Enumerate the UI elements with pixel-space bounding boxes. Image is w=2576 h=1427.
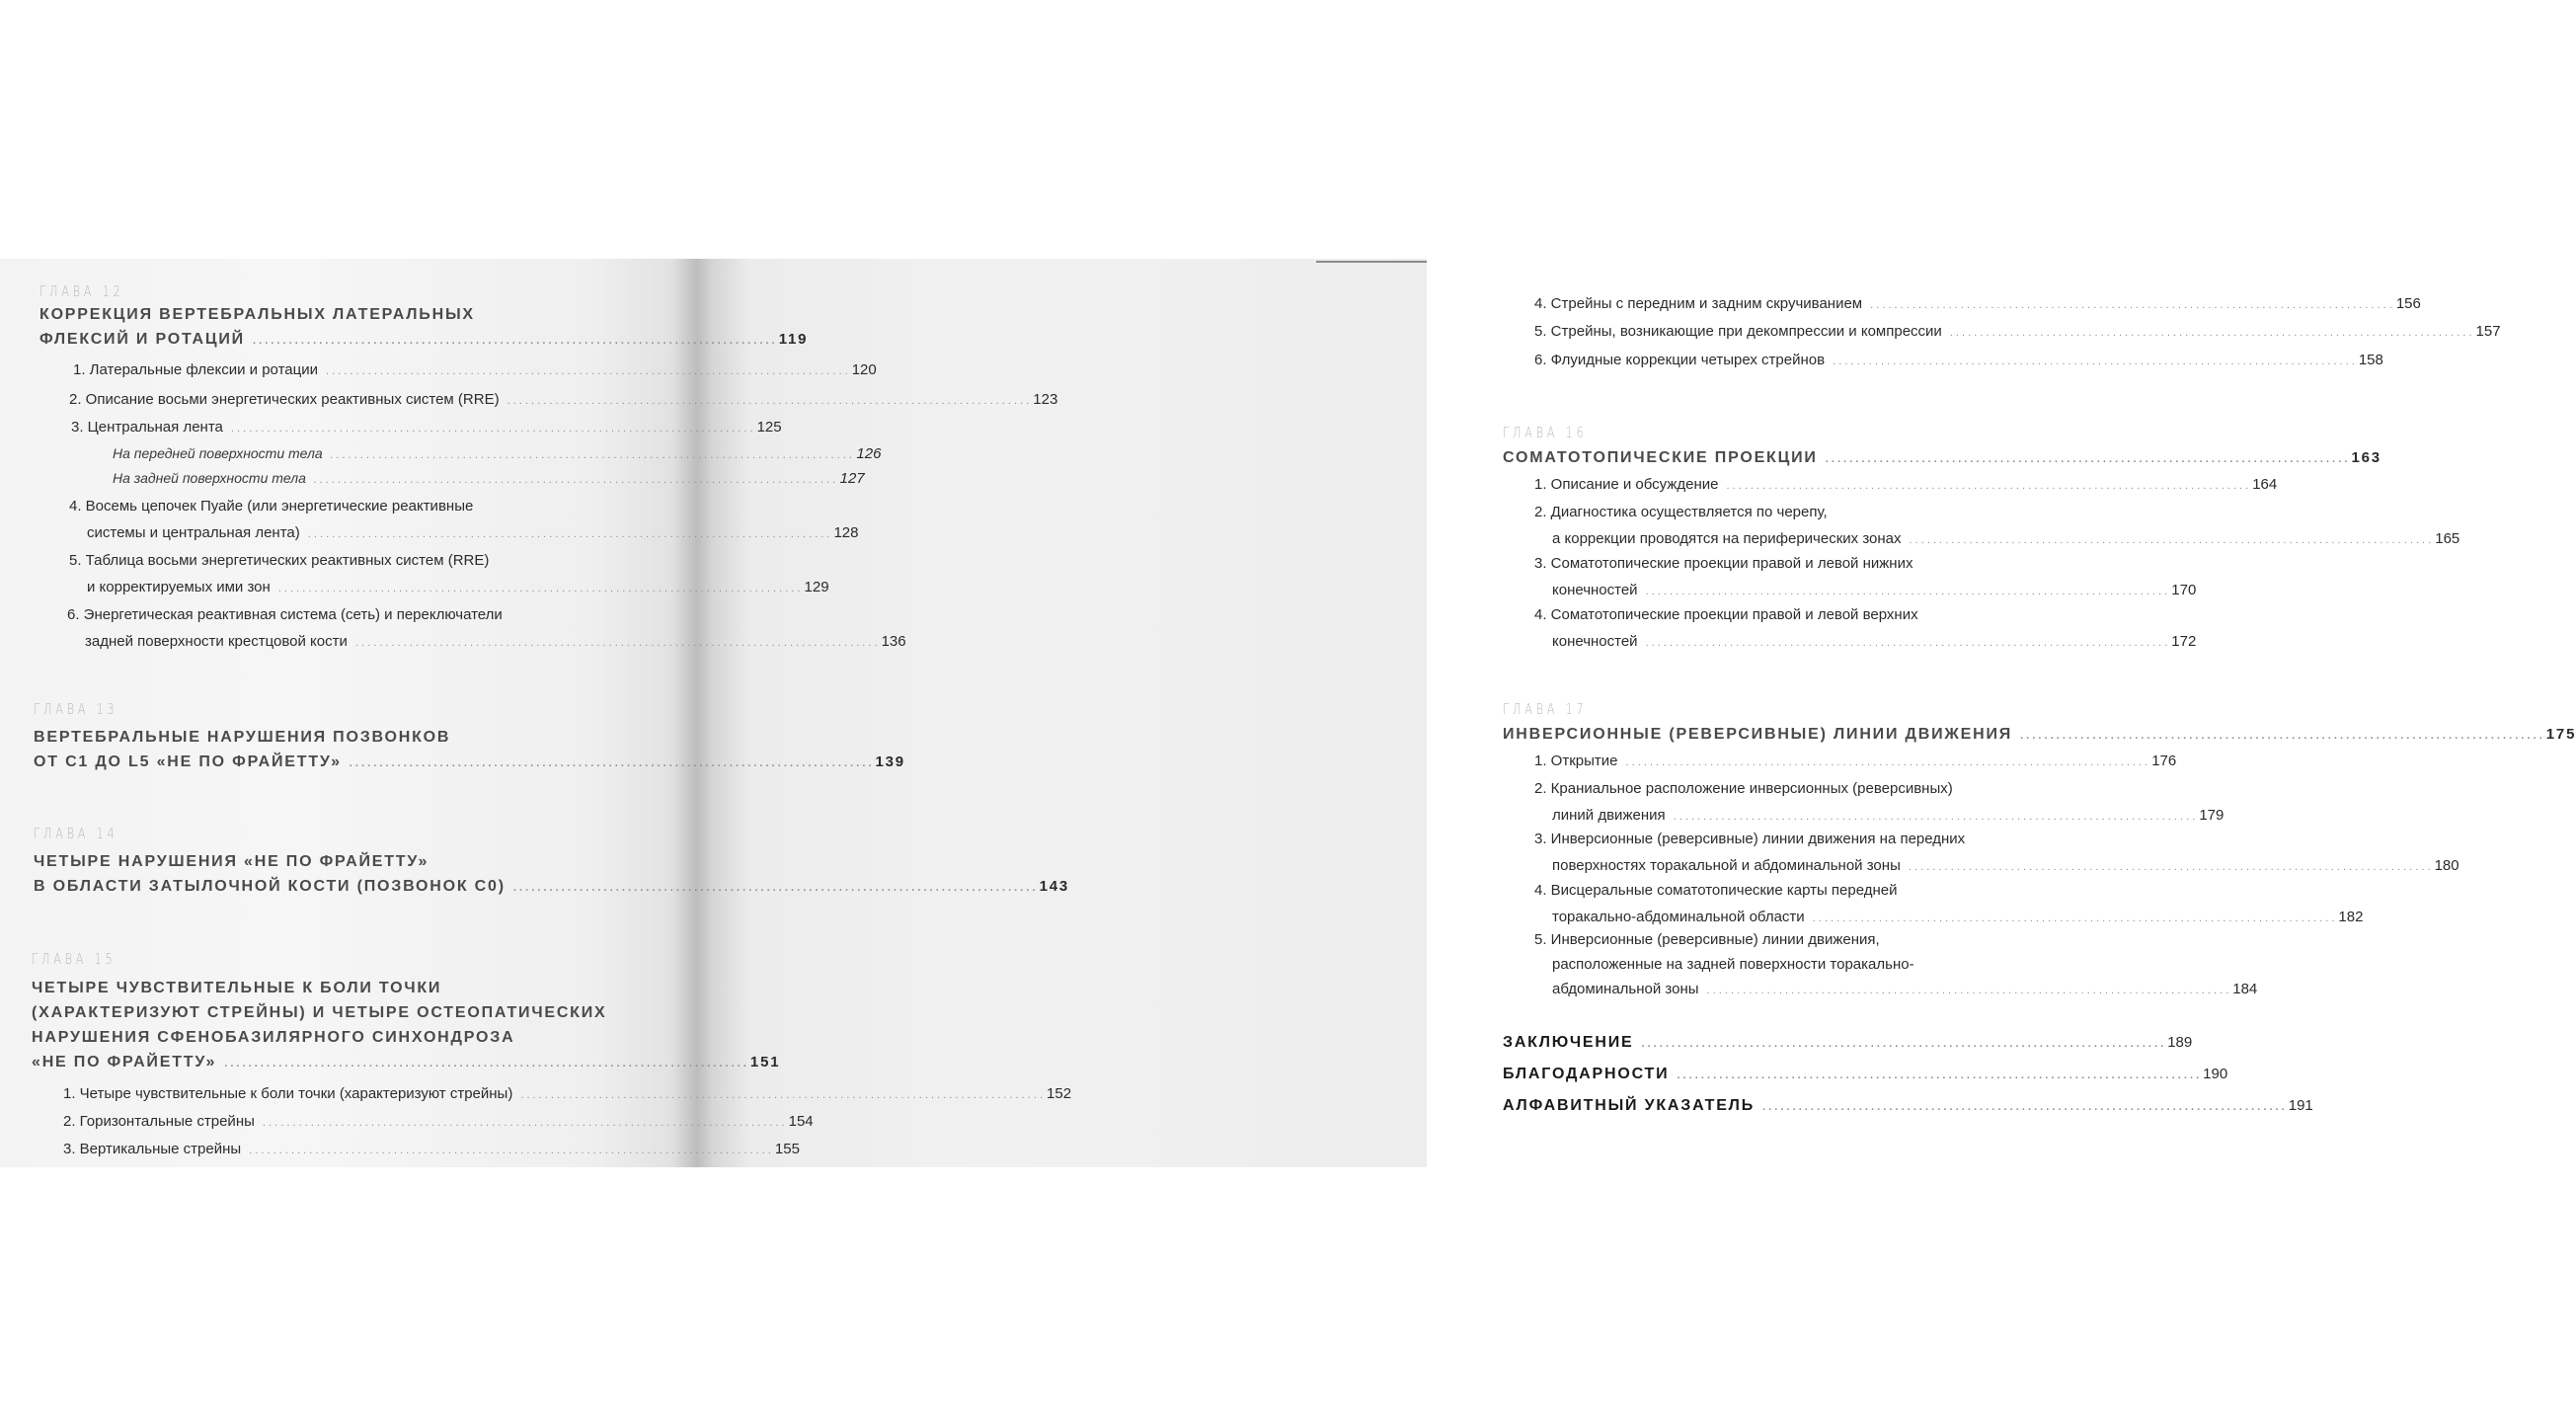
page-number: 164 xyxy=(2252,476,2278,493)
toc-entry[interactable]: 4. Восемь цепочек Пуайе (или энергетические реактивные системы и центральная лента) . . . 128 xyxy=(69,495,636,546)
page-number: 175 xyxy=(2545,726,2576,743)
leader-dots xyxy=(1642,1038,2164,1050)
leader-dots xyxy=(1726,475,2248,498)
page-number: 120 xyxy=(851,361,877,378)
page-number: 151 xyxy=(749,1054,781,1070)
leader-dots xyxy=(253,329,775,354)
leader-dots xyxy=(1677,1070,2199,1081)
toc-entry[interactable]: 4. Висцеральные соматотопические карты передней торакально-абдоминальной области . . . 182 xyxy=(1534,879,2089,930)
leader-dots xyxy=(1813,908,2335,930)
page-number: 191 xyxy=(2288,1097,2313,1114)
chapter-12 xyxy=(39,280,809,354)
leader-dots xyxy=(1646,632,2168,655)
page-number: 127 xyxy=(839,470,865,487)
leader-dots xyxy=(520,1084,1043,1107)
page-number: 123 xyxy=(1033,391,1058,408)
leader-dots xyxy=(1833,351,2355,373)
toc-entry[interactable]: 6. Энергетическая реактивная система (сеть) и переключатели задней поверхности крестцовой кости . . . 136 xyxy=(67,603,636,655)
page-number: 184 xyxy=(2232,981,2258,997)
toc-entry[interactable]: 1. Описание и обсуждение . . . 164 xyxy=(1534,473,2089,498)
toc-entry[interactable]: 6. Флуидные коррекции четырех стрейнов . . . 158 xyxy=(1534,349,2089,373)
leader-dots xyxy=(1910,529,2432,552)
chapter-17 xyxy=(1503,698,2576,749)
toc-back-matter-index[interactable]: АЛФАВИТНЫЙ УКАЗАТЕЛЬ . . . 191 xyxy=(1503,1097,2089,1115)
toc-back-matter-acknowledgements[interactable]: БЛАГОДАРНОСТИ . . . 190 xyxy=(1503,1066,2089,1083)
chapter-label: ГЛАВА 17 xyxy=(1503,700,1588,718)
page-number: 155 xyxy=(774,1141,800,1157)
toc-entry[interactable]: 3. Вертикальные стрейны . . . 155 xyxy=(63,1138,628,1162)
leader-dots xyxy=(331,444,853,467)
toc-row[interactable]: ИНВЕРСИОННЫЕ (РЕВЕРСИВНЫЕ) ЛИНИИ ДВИЖЕНИЯ . . . 175 xyxy=(1503,722,2089,749)
toc-entry[interactable]: 1. Латеральные флексии и ротации . . . 120 xyxy=(73,358,636,383)
page-number: 128 xyxy=(833,524,859,541)
page-number: 190 xyxy=(2203,1066,2228,1082)
leader-dots xyxy=(308,523,830,546)
page-number: 180 xyxy=(2434,857,2459,874)
page-number: 163 xyxy=(2351,449,2381,466)
leader-dots xyxy=(249,1140,771,1162)
chapter-13 xyxy=(34,698,905,776)
chapter-title: ЧЕТЫРЕ ЧУВСТВИТЕЛЬНЫЕ К БОЛИ ТОЧКИ (ХАРАКТЕРИЗУЮТ СТРЕЙНЫ) И ЧЕТЫРЕ ОСТЕОПАТИЧЕСКИХ НАРУШЕНИЯ СФЕНОБАЗИЛЯРНОГО СИНХОНДРОЗА «НЕ ПО ФРАЙЕТТУ» . . . 151 xyxy=(32,976,628,1076)
leader-dots xyxy=(1870,294,2392,317)
chapter-label: ГЛАВА 13 xyxy=(34,700,118,718)
leader-dots xyxy=(231,418,753,440)
chapter-title: ЧЕТЫРЕ НАРУШЕНИЯ «НЕ ПО ФРАЙЕТТУ» В ОБЛАСТИ ЗАТЫЛОЧНОЙ КОСТИ (ПОЗВОНОК C0) . . . 143 xyxy=(34,849,630,901)
leader-dots xyxy=(1626,752,2148,774)
leader-dots xyxy=(350,752,872,776)
leader-dots xyxy=(263,1112,785,1135)
toc-entry[interactable]: 5. Таблица восьми энергетических реактивных систем (RRE) и корректируемых ими зон . . . 129 xyxy=(69,549,636,600)
page-number: 119 xyxy=(778,331,809,348)
chapter-label: ГЛАВА 12 xyxy=(39,282,124,300)
toc-entry[interactable]: 3. Соматотопические проекции правой и левой нижних конечностей . . . 170 xyxy=(1534,552,2089,603)
page-number: 176 xyxy=(2151,753,2177,769)
leader-dots xyxy=(507,390,1030,413)
page-number: 182 xyxy=(2338,909,2364,925)
leader-dots xyxy=(1674,806,2196,829)
page-number: 126 xyxy=(856,445,882,462)
toc-row[interactable]: ФЛЕКСИЙ И РОТАЦИЙ . . . 119 xyxy=(39,327,636,354)
page-number: 189 xyxy=(2167,1034,2193,1051)
toc-entry[interactable]: 2. Описание восьми энергетических реактивных систем (RRE) . . . 123 xyxy=(69,388,636,413)
toc-row[interactable]: В ОБЛАСТИ ЗАТЫЛОЧНОЙ КОСТИ (ПОЗВОНОК C0) . . . 143 xyxy=(34,874,630,901)
page-number: 165 xyxy=(2435,530,2460,547)
toc-entry[interactable]: 2. Горизонтальные стрейны . . . 154 xyxy=(63,1110,628,1135)
page-number: 179 xyxy=(2199,807,2225,824)
leader-dots xyxy=(1826,447,2348,472)
toc-entry[interactable]: 3. Центральная лента . . . 125 xyxy=(71,416,636,440)
toc-entry[interactable]: 1. Четыре чувствительные к боли точки (характеризуют стрейны) . . . 152 xyxy=(63,1082,628,1107)
page-number: 129 xyxy=(804,579,829,595)
chapter-title: ВЕРТЕБРАЛЬНЫЕ НАРУШЕНИЯ ПОЗВОНКОВ ОТ C1 ДО L5 «НЕ ПО ФРАЙЕТТУ» . . . 139 xyxy=(34,725,632,776)
chapter-label: ГЛАВА 14 xyxy=(34,825,118,842)
toc-entry[interactable]: 3. Инверсионные (реверсивные) линии движения на передних поверхностях торакальной и абдоминальной зоны . . . 180 xyxy=(1534,828,2089,879)
leader-dots xyxy=(224,1052,746,1076)
page-number: 154 xyxy=(788,1113,814,1130)
toc-row[interactable]: «НЕ ПО ФРАЙЕТТУ» . . . 151 xyxy=(32,1050,628,1076)
leader-dots xyxy=(314,469,836,492)
page-number: 152 xyxy=(1047,1085,1072,1102)
toc-subentry[interactable]: На передней поверхности тела . . . 126 xyxy=(113,442,636,467)
leader-dots xyxy=(326,360,848,383)
page-number: 143 xyxy=(1039,878,1070,895)
toc-entry[interactable]: 5. Инверсионные (реверсивные) линии движения, расположенные на задней поверхности торакально- абдоминальной зоны . . . 184 xyxy=(1534,928,2089,1002)
toc-subentry[interactable]: На задней поверхности тела . . . 127 xyxy=(113,467,636,492)
leader-dots xyxy=(355,632,878,655)
page-number: 156 xyxy=(2395,295,2421,312)
chapter-label: ГЛАВА 15 xyxy=(32,950,117,968)
page-number: 158 xyxy=(2358,352,2383,368)
page-number: 136 xyxy=(881,633,906,650)
leader-dots xyxy=(1707,980,2229,1002)
page-number: 125 xyxy=(756,419,782,436)
leader-dots xyxy=(1762,1101,2285,1113)
chapter-title xyxy=(1503,722,2576,749)
top-rule-line xyxy=(1316,261,1427,263)
chapter-label: ГЛАВА 16 xyxy=(1503,424,1588,441)
leader-dots xyxy=(1909,856,2431,879)
leader-dots xyxy=(1646,581,2168,603)
chapter-title xyxy=(1503,445,2381,472)
toc-entry[interactable]: 2. Краниальное расположение инверсионных (реверсивных) линий движения . . . 179 xyxy=(1534,777,2089,829)
leader-dots xyxy=(2020,724,2542,749)
toc-entry[interactable]: 5. Стрейны, возникающие при декомпрессии и компрессии . . . 157 xyxy=(1534,320,2089,345)
leader-dots xyxy=(513,876,1036,901)
toc-entry[interactable]: 1. Открытие . . . 176 xyxy=(1534,750,2089,774)
chapter-title: КОРРЕКЦИЯ ВЕРТЕБРАЛЬНЫХ ЛАТЕРАЛЬНЫХ ФЛЕКСИЙ И РОТАЦИЙ . . . 119 xyxy=(39,302,636,354)
page-number: 139 xyxy=(875,753,905,770)
chapter-15 xyxy=(32,948,781,1076)
toc-entry[interactable]: 4. Соматотопические проекции правой и левой верхних конечностей . . . 172 xyxy=(1534,603,2089,655)
page-number: 157 xyxy=(2475,323,2501,340)
toc-back-matter-conclusion[interactable]: ЗАКЛЮЧЕНИЕ . . . 189 xyxy=(1503,1034,2089,1052)
leader-dots xyxy=(1950,322,2472,345)
page-number: 170 xyxy=(2171,582,2197,598)
toc-entry[interactable]: 2. Диагностика осуществляется по черепу, а коррекции проводятся на периферических зонах . . . 165 xyxy=(1534,501,2089,552)
chapter-14 xyxy=(34,823,1070,901)
leader-dots xyxy=(278,578,801,600)
toc-entry[interactable]: 4. Стрейны с передним и задним скручиванием . . . 156 xyxy=(1534,292,2089,317)
toc-row[interactable]: СОМАТОТОПИЧЕСКИЕ ПРОЕКЦИИ . . . 163 xyxy=(1503,445,2089,472)
page-number: 172 xyxy=(2171,633,2197,650)
chapter-16 xyxy=(1503,422,2381,472)
toc-row[interactable]: ОТ C1 ДО L5 «НЕ ПО ФРАЙЕТТУ» . . . 139 xyxy=(34,750,632,776)
